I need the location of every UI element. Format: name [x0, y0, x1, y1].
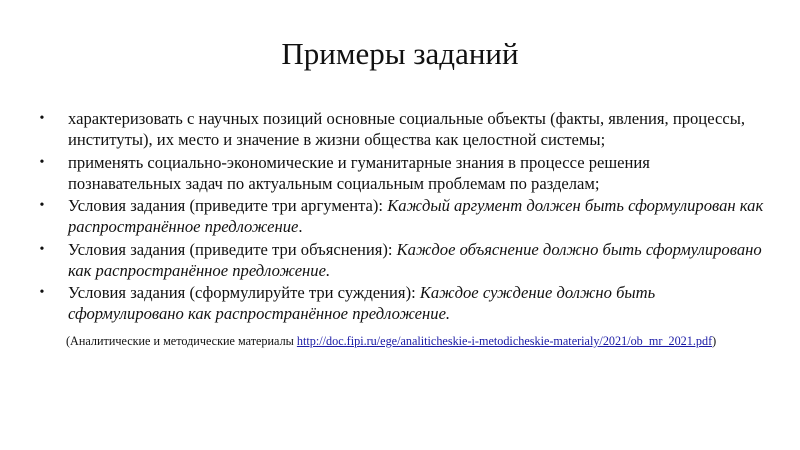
bullet-item	[36, 152, 766, 194]
bullet-text: характеризовать с научных позиций основные социальные объекты (факты, явления, процессы, институты), их место и значение в жизни общества как целостной системы;	[68, 109, 745, 149]
source-link[interactable]: http://doc.fipi.ru/ege/analiticheskie-i-metodicheskie-materialy/2021/ob_mr_2021.pdf	[296, 334, 713, 348]
source-prefix: (Аналитические и методические материалы	[66, 334, 297, 348]
bullet-icon: •	[39, 285, 45, 300]
bullet-list	[36, 108, 766, 326]
source-citation	[66, 333, 716, 349]
bullet-italic-text: Каждый аргумент должен быть сформулирован как распространённое предложение	[68, 196, 764, 236]
bullet-icon: •	[39, 241, 45, 257]
slide-title: Примеры заданий	[281, 36, 519, 71]
bullet-icon: •	[39, 111, 45, 126]
bullet-item	[36, 108, 766, 150]
bullet-text: применять социально-экономические и гуманитарные знания в процессе решения познавательных задач по актуальным социальным проблемам по разделам;	[68, 152, 650, 193]
bullet-suffix: .	[298, 217, 303, 236]
bullet-text: Условия задания (приведите три объяснения):	[68, 239, 397, 259]
bullet-italic-text: Каждое суждение должно быть сформулировано как распространённое предложение.	[68, 283, 656, 323]
bullet-item	[36, 195, 766, 237]
bullet-icon: •	[39, 198, 45, 213]
bullet-italic-text: Каждое объяснение должно быть сформулировано как распространённое предложение.	[68, 239, 762, 280]
source-suffix: )	[712, 334, 717, 348]
bullet-icon: •	[39, 154, 45, 170]
bullet-item	[36, 239, 766, 281]
bullet-text: Условия задания (приведите три аргумента):	[68, 196, 388, 215]
bullet-text: Условия задания (сформулируйте три суждения):	[68, 283, 420, 302]
bullet-item	[36, 282, 766, 324]
